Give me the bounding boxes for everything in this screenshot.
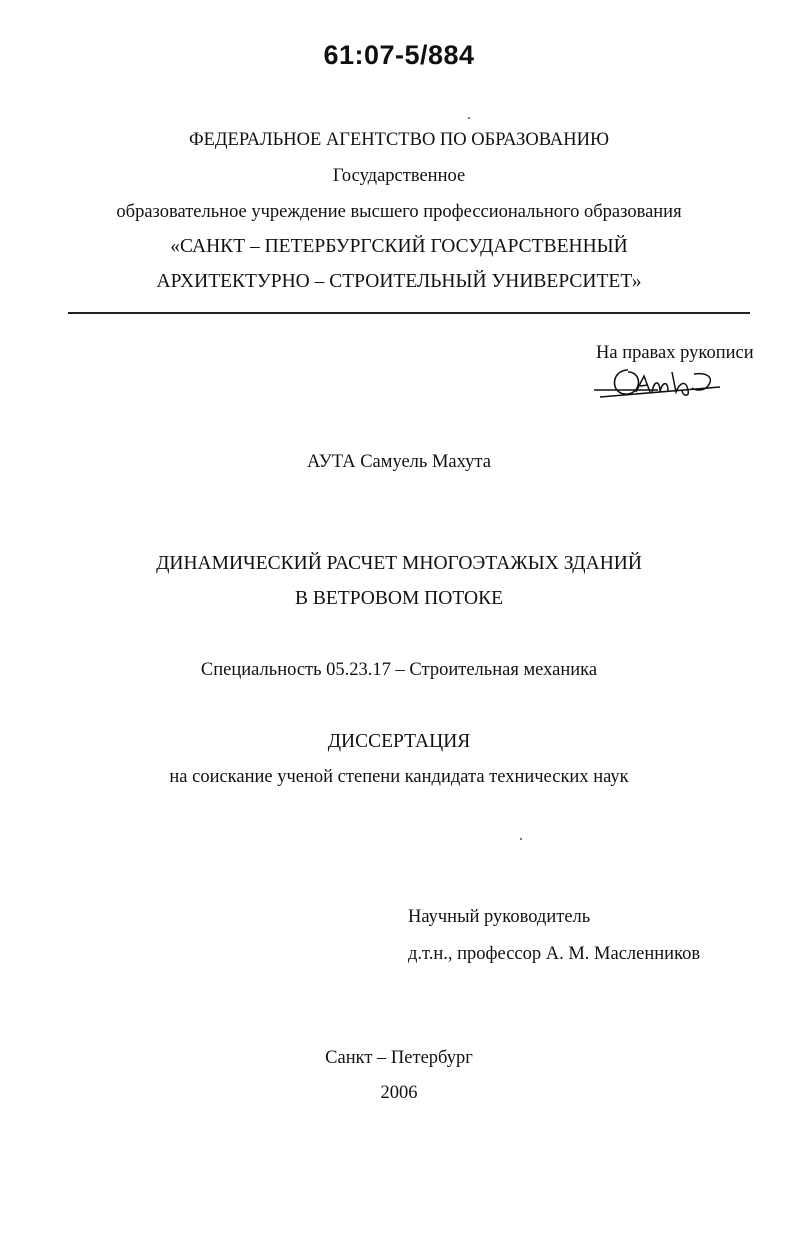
manuscript-rights-note: На правах рукописи [596,343,754,363]
city-line: Санкт – Петербург [325,1048,473,1068]
scan-speck [520,838,522,840]
document-type-heading: ДИССЕРТАЦИЯ [327,731,471,752]
supervisor-name: д.т.н., профессор А. М. Масленников [408,944,701,964]
dissertation-title-line2: В ВЕТРОВОМ ПОТОКЕ [295,588,503,609]
archive-code: 61:07-5/884 [323,40,475,70]
year-line: 2006 [380,1083,418,1103]
dissertation-title-line1: ДИНАМИЧЕСКИЙ РАСЧЕТ МНОГОЭТАЖЫХ ЗДАНИЙ [156,553,642,574]
header-divider [68,312,750,314]
supervisor-label: Научный руководитель [408,907,591,927]
agency-heading: ФЕДЕРАЛЬНОЕ АГЕНТСТВО ПО ОБРАЗОВАНИЮ [189,130,609,150]
degree-line: на соискание ученой степени кандидата технических наук [169,767,629,787]
institution-description-line: образовательное учреждение высшего профессионального образования [116,202,682,222]
specialty-line: Специальность 05.23.17 – Строительная механика [200,660,598,680]
university-name-line2: АРХИТЕКТУРНО – СТРОИТЕЛЬНЫЙ УНИВЕРСИТЕТ» [156,271,642,292]
university-name-line1: «САНКТ – ПЕТЕРБУРГСКИЙ ГОСУДАРСТВЕННЫЙ [170,236,628,257]
scan-speck [468,117,470,119]
institution-type-line: Государственное [332,166,466,186]
signature-image [588,360,728,402]
author-name: АУТА Самуель Махута [307,452,491,472]
